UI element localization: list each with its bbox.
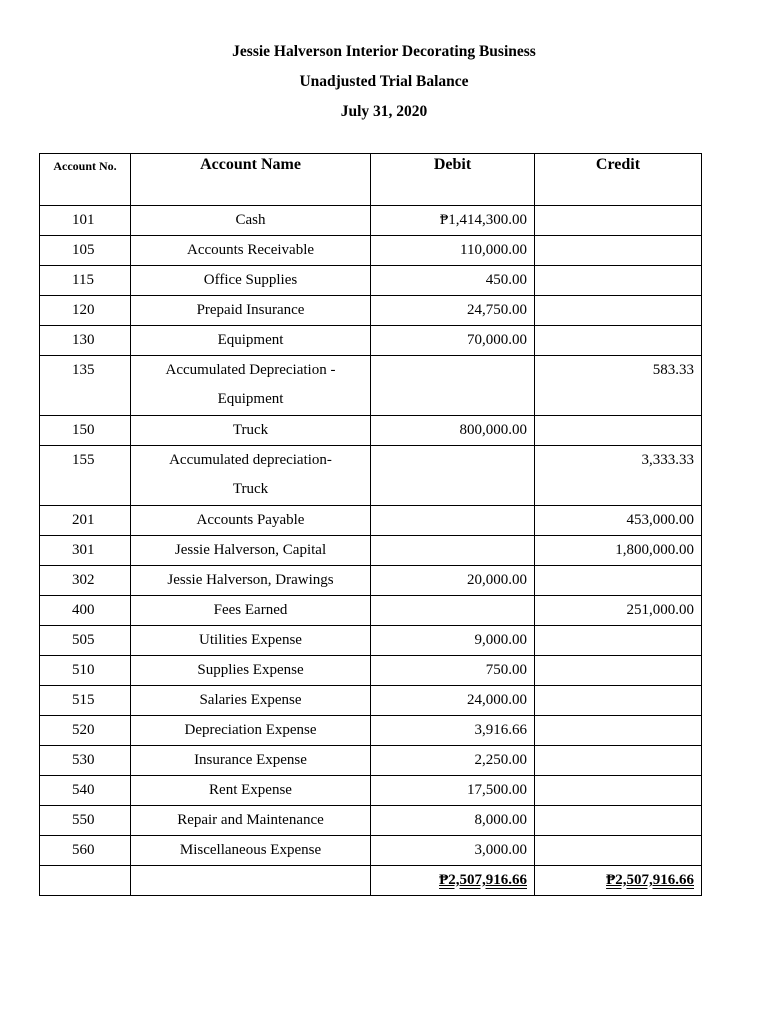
debit-cell <box>371 596 535 626</box>
credit-cell <box>535 416 702 446</box>
debit-cell <box>371 536 535 566</box>
table-row <box>40 806 702 836</box>
debit-cell <box>371 446 535 506</box>
account-name-cell <box>131 566 371 596</box>
account-name-line: Accumulated Depreciation - <box>165 362 336 378</box>
debit-cell: 800,000.00 <box>371 416 535 446</box>
debit-cell: 24,000.00 <box>371 686 535 716</box>
account-no-cell: 302 <box>40 566 131 596</box>
account-name-line: Insurance Expense <box>194 752 307 768</box>
table-row <box>40 206 702 236</box>
table-row <box>40 356 702 416</box>
account-name-line: Miscellaneous Expense <box>179 842 322 858</box>
table-row <box>40 776 702 806</box>
header-account-no: Account No. <box>40 154 131 206</box>
account-name-cell <box>131 836 371 866</box>
total-credit-cell <box>535 866 702 896</box>
account-no-cell: 515 <box>40 686 131 716</box>
table-row <box>40 836 702 866</box>
debit-cell: 20,000.00 <box>371 566 535 596</box>
account-name-cell <box>131 746 371 776</box>
account-name-line: Accounts Receivable <box>186 242 315 258</box>
table-row <box>40 596 702 626</box>
debit-cell: 24,750.00 <box>371 296 535 326</box>
account-name-cell <box>131 776 371 806</box>
table-row <box>40 626 702 656</box>
account-no-cell: 400 <box>40 596 131 626</box>
account-no-cell: 101 <box>40 206 131 236</box>
report-title: Unadjusted Trial Balance <box>299 73 469 90</box>
account-no-cell: 201 <box>40 506 131 536</box>
table-row <box>40 656 702 686</box>
trial-balance-table <box>39 153 702 896</box>
table-row <box>40 506 702 536</box>
table-row <box>40 266 702 296</box>
account-name-line: Salaries Expense <box>199 692 302 708</box>
account-name-cell <box>131 506 371 536</box>
account-no-cell: 530 <box>40 746 131 776</box>
credit-cell <box>535 776 702 806</box>
account-name-cell <box>131 626 371 656</box>
table-row <box>40 716 702 746</box>
account-no-cell: 120 <box>40 296 131 326</box>
account-no-cell: 130 <box>40 326 131 356</box>
credit-cell <box>535 296 702 326</box>
debit-cell: ₱1,414,300.00 <box>371 206 535 236</box>
table-row <box>40 566 702 596</box>
header-credit: Credit <box>535 154 702 206</box>
debit-cell: 70,000.00 <box>371 326 535 356</box>
table-row <box>40 236 702 266</box>
credit-cell: 251,000.00 <box>535 596 702 626</box>
totals-row <box>40 866 702 896</box>
account-name-line: Truck <box>232 481 269 497</box>
credit-cell <box>535 626 702 656</box>
account-name-line: Equipment <box>217 391 284 407</box>
debit-cell: 17,500.00 <box>371 776 535 806</box>
account-name-cell <box>131 596 371 626</box>
credit-cell: 453,000.00 <box>535 506 702 536</box>
account-no-cell: 540 <box>40 776 131 806</box>
account-name-line: Rent Expense <box>209 782 292 798</box>
credit-cell: 1,800,000.00 <box>535 536 702 566</box>
credit-cell <box>535 206 702 236</box>
account-name-cell <box>131 656 371 686</box>
account-no-cell: 135 <box>40 356 131 416</box>
account-name-line: Equipment <box>217 332 284 348</box>
account-name-line: Accounts Payable <box>196 512 305 528</box>
credit-cell <box>535 746 702 776</box>
debit-cell: 750.00 <box>371 656 535 686</box>
account-name-line: Supplies Expense <box>197 662 304 678</box>
table-row <box>40 446 702 506</box>
table-row <box>40 326 702 356</box>
credit-cell <box>535 566 702 596</box>
credit-cell <box>535 806 702 836</box>
account-no-cell: 150 <box>40 416 131 446</box>
account-name-cell <box>131 206 371 236</box>
table-row <box>40 746 702 776</box>
report-date: July 31, 2020 <box>340 103 428 120</box>
debit-cell: 110,000.00 <box>371 236 535 266</box>
credit-cell <box>535 716 702 746</box>
total-debit-cell <box>371 866 535 896</box>
account-name-cell <box>131 716 371 746</box>
table-row <box>40 686 702 716</box>
table-row <box>40 416 702 446</box>
account-no-cell: 560 <box>40 836 131 866</box>
debit-cell: 8,000.00 <box>371 806 535 836</box>
account-name-line: Accumulated depreciation- <box>169 452 332 468</box>
account-no-cell: 505 <box>40 626 131 656</box>
table-row <box>40 536 702 566</box>
credit-cell <box>535 236 702 266</box>
account-no-cell: 115 <box>40 266 131 296</box>
account-name-cell <box>131 446 371 506</box>
account-name-cell <box>131 266 371 296</box>
credit-cell <box>535 266 702 296</box>
account-name-line: Utilities Expense <box>199 632 302 648</box>
business-name: Jessie Halverson Interior Decorating Business <box>232 43 536 60</box>
account-name-line: Depreciation Expense <box>184 722 317 738</box>
account-name-line: Jessie Halverson, Capital <box>174 542 327 558</box>
account-name-cell <box>131 356 371 416</box>
table-row <box>40 296 702 326</box>
credit-cell <box>535 656 702 686</box>
account-name-line: Fees Earned <box>213 602 288 618</box>
account-name-cell <box>131 536 371 566</box>
account-name-line: Repair and Maintenance <box>177 812 324 828</box>
account-name-line: Cash <box>235 212 266 228</box>
debit-cell: 9,000.00 <box>371 626 535 656</box>
credit-cell: 583.33 <box>535 356 702 416</box>
account-no-cell: 105 <box>40 236 131 266</box>
account-name-line: Jessie Halverson, Drawings <box>167 572 334 588</box>
header-debit: Debit <box>371 154 535 206</box>
totals-no-cell <box>40 866 131 896</box>
credit-cell <box>535 326 702 356</box>
account-name-line: Prepaid Insurance <box>196 302 305 318</box>
account-name-cell <box>131 236 371 266</box>
table-header-row <box>40 154 702 206</box>
account-name-line: Truck <box>232 422 269 438</box>
account-no-cell: 301 <box>40 536 131 566</box>
account-name-cell <box>131 296 371 326</box>
account-no-cell: 520 <box>40 716 131 746</box>
debit-cell: 450.00 <box>371 266 535 296</box>
credit-cell <box>535 836 702 866</box>
debit-cell <box>371 356 535 416</box>
debit-cell: 3,000.00 <box>371 836 535 866</box>
debit-cell: 2,250.00 <box>371 746 535 776</box>
credit-cell: 3,333.33 <box>535 446 702 506</box>
debit-cell <box>371 506 535 536</box>
account-name-line: Office Supplies <box>203 272 298 288</box>
total-credit: ₱2,507,916.66 <box>606 872 694 888</box>
account-name-cell <box>131 416 371 446</box>
credit-cell <box>535 686 702 716</box>
account-name-cell <box>131 686 371 716</box>
totals-name-cell <box>131 866 371 896</box>
header-account-name: Account Name <box>131 154 371 206</box>
account-no-cell: 510 <box>40 656 131 686</box>
account-no-cell: 550 <box>40 806 131 836</box>
debit-cell: 3,916.66 <box>371 716 535 746</box>
table-body <box>40 206 702 866</box>
total-debit: ₱2,507,916.66 <box>439 872 527 888</box>
account-name-cell <box>131 326 371 356</box>
account-name-cell <box>131 806 371 836</box>
account-no-cell: 155 <box>40 446 131 506</box>
